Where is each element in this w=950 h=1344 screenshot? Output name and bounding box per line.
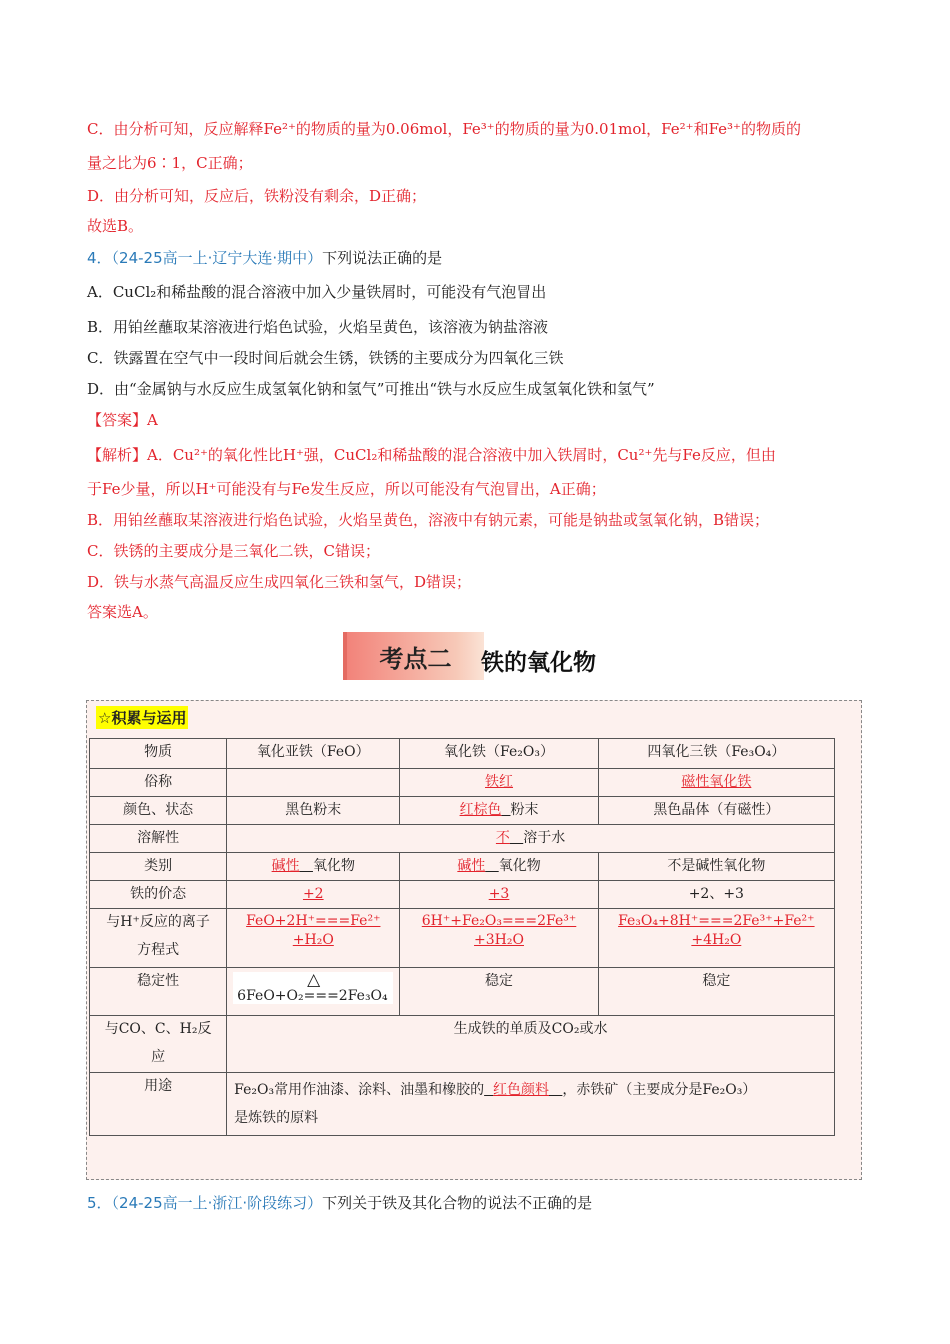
analysis-line: B．用铂丝蘸取某溶液进行焰色试验，火焰呈黄色，溶液中有钠元素，可能是钠盐或氢氧化钠，B错误； xyxy=(87,511,770,529)
prev-option-c-line2: 量之比为6∶1，C正确； xyxy=(87,154,253,172)
analysis-line: D．铁与水蒸气高温反应生成四氧化三铁和氢气，D错误； xyxy=(87,573,472,591)
cell-text: 粉末 xyxy=(510,802,539,818)
row-label: 类别 xyxy=(90,853,227,881)
answer-fill: 红棕色 xyxy=(459,802,502,818)
header-cell: 物质 xyxy=(90,739,227,769)
analysis-line: 于Fe少量，所以H⁺可能没有与Fe发生反应，所以可能没有气泡冒出，A正确； xyxy=(87,480,606,498)
question-number: 5． xyxy=(87,1194,112,1212)
analysis-line: C．铁锈的主要成分是三氧化二铁，C错误； xyxy=(87,542,380,560)
row-label: 俗称 xyxy=(90,769,227,797)
answer-fill: 碱性 xyxy=(271,858,300,874)
table-row xyxy=(90,825,835,853)
equation: +H₂O xyxy=(292,932,334,948)
option-b: B．用铂丝蘸取某溶液进行焰色试验，火焰呈黄色，该溶液为钠盐溶液 xyxy=(87,318,549,336)
equation: 6H⁺+Fe₂O₃===2Fe³⁺ xyxy=(421,913,577,929)
cell-text: 氧化物 xyxy=(498,858,541,874)
answer-fill: 碱性 xyxy=(457,858,486,874)
table-row xyxy=(90,968,835,1016)
row-label: 铁的价态 xyxy=(90,881,227,909)
header-cell: 氧化铁（Fe₂O₃） xyxy=(400,739,598,769)
answer-fill: 磁性氧化铁 xyxy=(681,774,752,790)
cell-text: 氧化物 xyxy=(312,858,355,874)
prev-conclusion: 故选B。 xyxy=(87,217,144,235)
answer: 【答案】A xyxy=(87,411,158,429)
iron-oxides-table xyxy=(89,738,835,1136)
cell: 黑色粉末 xyxy=(227,797,400,825)
row-label: 与H⁺反应的离子 方程式 xyxy=(90,909,227,968)
table-row xyxy=(90,1016,835,1073)
option-c: C．铁露置在空气中一段时间后就会生锈，铁锈的主要成分为四氧化三铁 xyxy=(87,349,564,367)
cell: 不是碱性氧化物 xyxy=(598,853,834,881)
cell: Fe₂O₃常用作油漆、涂料、油墨和橡胶的 红色颜料 ，赤铁矿（主要成分是Fe₂O₃） 是炼铁的原料 xyxy=(227,1073,835,1136)
equation-image: △ 6FeO+O₂===2Fe₃O₄ xyxy=(233,972,393,1004)
table-row xyxy=(90,853,835,881)
table-row xyxy=(90,769,835,797)
equation: Fe₃O₄+8H⁺===2Fe³⁺+Fe²⁺ xyxy=(618,913,815,929)
header-cell: 四氧化三铁（Fe₃O₄） xyxy=(598,739,834,769)
table-row xyxy=(90,909,835,968)
analysis-line: 【解析】A．Cu²⁺的氧化性比H⁺强，CuCl₂和稀盐酸的混合溶液中加入铁屑时，Cu²⁺先与Fe反应，但由 xyxy=(87,446,776,464)
knowledge-tag: ☆积累与运用 xyxy=(96,706,188,729)
option-d: D．由“金属钠与水反应生成氢氧化钠和氢气”可推出“铁与水反应生成氢氧化铁和氢气” xyxy=(87,380,655,398)
cell: +2、+3 xyxy=(598,881,834,909)
answer-fill: +3 xyxy=(488,886,510,902)
row-label: 溶解性 xyxy=(90,825,227,853)
table-row xyxy=(90,797,835,825)
question-5-stem xyxy=(87,1193,592,1213)
section-badge: 考点二 xyxy=(343,632,484,680)
answer-fill: 红色颜料 xyxy=(493,1082,550,1098)
cell-text: 溶于水 xyxy=(523,830,566,846)
cell: 生成铁的单质及CO₂或水 xyxy=(227,1016,835,1073)
equation: +4H₂O xyxy=(691,932,742,948)
question-text: 下列关于铁及其化合物的说法不正确的是 xyxy=(322,1194,593,1212)
answer-fill: +2 xyxy=(302,886,324,902)
answer-fill: 铁红 xyxy=(485,774,514,790)
prev-option-d: D．由分析可知，反应后，铁粉没有剩余，D正确； xyxy=(87,187,427,205)
option-a: A．CuCl₂和稀盐酸的混合溶液中加入少量铁屑时，可能没有气泡冒出 xyxy=(87,283,547,301)
section-title: 铁的氧化物 xyxy=(481,650,596,676)
header-cell: 氧化亚铁（FeO） xyxy=(227,739,400,769)
cell: 稳定 xyxy=(598,968,834,1016)
analysis-line: 答案选A。 xyxy=(87,603,158,621)
question-4-stem xyxy=(87,248,442,268)
row-label: 与CO、C、H₂反 应 xyxy=(90,1016,227,1073)
cell: 黑色晶体（有磁性） xyxy=(598,797,834,825)
equation: +3H₂O xyxy=(474,932,524,948)
table-header-row xyxy=(90,739,835,769)
row-label: 用途 xyxy=(90,1073,227,1136)
question-source: （24-25高一上·浙江·阶段练习） xyxy=(111,1194,323,1212)
question-number: 4． xyxy=(87,249,112,267)
cell: 稳定 xyxy=(400,968,598,1016)
row-label: 颜色、状态 xyxy=(90,797,227,825)
question-source: （24-25高一上·辽宁大连·期中） xyxy=(111,249,323,267)
answer-fill: 不 xyxy=(495,830,510,846)
row-label: 稳定性 xyxy=(90,968,227,1016)
table-row xyxy=(90,1073,835,1136)
equation: FeO+2H⁺===Fe²⁺ xyxy=(246,913,381,929)
empty-cell xyxy=(227,769,400,797)
prev-option-c-line1: C．由分析可知，反应解释Fe²⁺的物质的量为0.06mol，Fe³⁺的物质的量为0.01mol，Fe²⁺和Fe³⁺的物质的 xyxy=(87,120,801,138)
question-text: 下列说法正确的是 xyxy=(322,249,443,267)
table-row xyxy=(90,881,835,909)
